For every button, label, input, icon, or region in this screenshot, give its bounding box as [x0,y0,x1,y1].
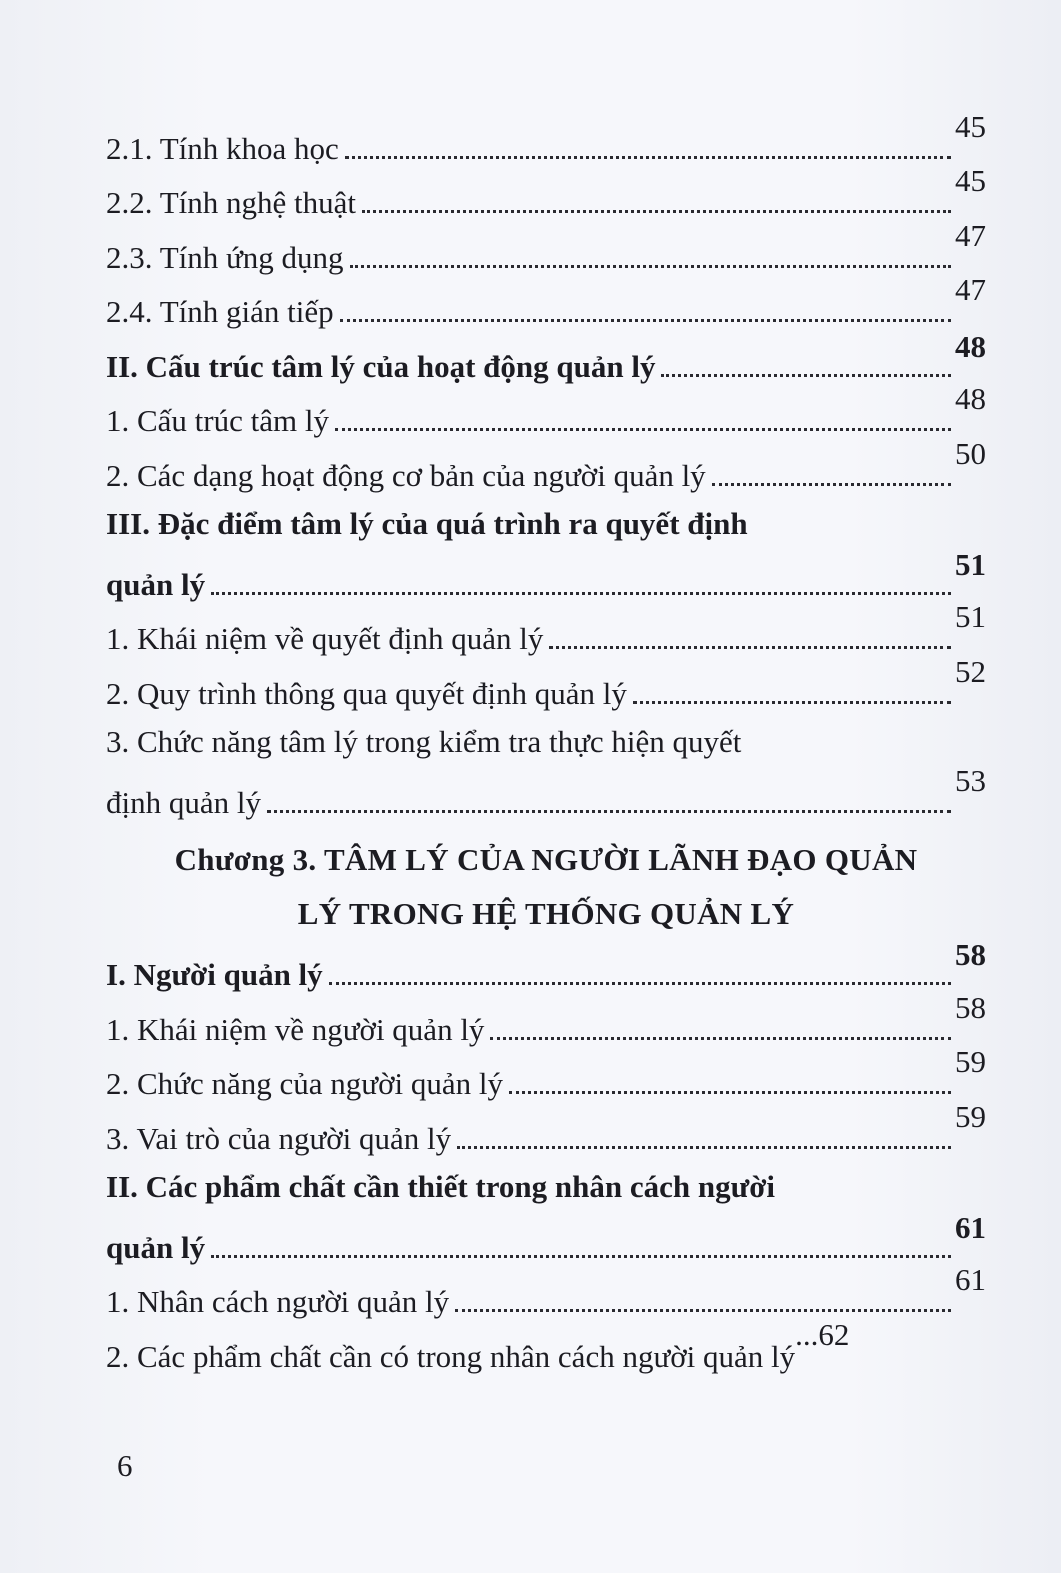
dot-leader [509,1091,951,1094]
toc-section-first-line: II. Các phẩm chất cần thiết trong nhân cách người [106,1169,776,1204]
toc-entry-label: định quản lý [106,784,261,820]
toc-page-number-value: 62 [818,1316,850,1352]
dot-leader [329,982,951,985]
toc-page-number: 61 [955,1209,986,1245]
toc-entry [106,762,986,827]
toc-entry-label: 2.2. Tính nghệ thuật [106,185,356,220]
toc-page-number: 47 [955,217,986,253]
toc-page-number: 48 [955,328,986,364]
toc-entry-label: 2.4. Tính gián tiếp [106,294,334,329]
dot-leader [712,483,951,486]
toc-entry-label: 1. Nhân cách người quản lý [106,1284,450,1319]
toc-section-label: I. Người quản lý [106,957,323,992]
dot-leader [633,701,951,704]
toc-page-number: 51 [955,599,986,634]
toc-entry-label: 2.1. Tính khoa học [106,130,339,166]
dot-leader [457,1146,951,1149]
toc-section [106,937,986,1000]
dot-leader [340,319,951,322]
toc-entry [106,163,986,228]
chapter-heading-line-2: LÝ TRONG HỆ THỐNG QUẢN LÝ [297,895,795,931]
dot-leader [661,374,951,377]
dot-leader [267,810,951,813]
dot-leader [211,1255,951,1258]
dot-leader [455,1309,951,1312]
dot-leader [350,265,951,268]
toc-page-number: 52 [955,653,986,689]
toc-entry [106,1098,986,1163]
toc-page-number: 47 [955,272,986,307]
toc-entry [106,108,986,173]
toc-entry [106,989,986,1054]
dot-leader [490,1037,951,1040]
toc-entry [106,1262,986,1327]
toc-section-label: II. Cấu trúc tâm lý của hoạt động quản lý [106,348,656,384]
toc-page-number: 59 [955,1098,986,1134]
toc-entry [106,653,986,718]
toc-entry [106,1316,986,1381]
toc-section-first-line: III. Đặc điểm tâm lý của quá trình ra quyết định [106,506,748,541]
toc-entry [106,1044,986,1109]
toc-entry [106,381,986,446]
toc-section [106,546,986,609]
toc-page-number: 50 [955,435,986,471]
toc-entry-label: 1. Khái niệm về người quản lý [106,1011,485,1047]
toc-entry [106,217,986,282]
toc-section-label: quản lý [106,1229,206,1265]
dot-leader [211,592,951,595]
toc-page-number: 53 [955,762,986,798]
toc-entry-first-line: 3. Chức năng tâm lý trong kiểm tra thực hiện quyết [106,724,742,759]
toc-page-number: 48 [955,381,986,416]
toc-entry-label: 2. Quy trình thông qua quyết định quản lý [106,675,627,711]
toc-entry-label: 1. Khái niệm về quyết định quản lý [106,621,544,656]
toc-page-number: 45 [955,163,986,198]
toc-page-number [795,1317,849,1353]
dot-leader [362,210,951,213]
toc-page-number: 58 [955,989,986,1025]
toc-page-number: 59 [955,1044,986,1079]
toc-section-label: quản lý [106,566,206,602]
chapter-heading-line-1: Chương 3. TÂM LÝ CỦA NGƯỜI LÃNH ĐẠO QUẢN [174,841,918,877]
toc-entry [106,272,986,337]
toc-page-number: 51 [955,546,986,582]
table-of-contents [106,108,986,1381]
page-number: 6 [117,1448,133,1483]
toc-entry [106,599,986,664]
dot-leader [549,646,951,649]
toc-entry [106,435,986,500]
toc-entry-label: 3. Vai trò của người quản lý [106,1120,452,1156]
toc-page-number: 61 [955,1262,986,1297]
toc-entry-label: 2.3. Tính ứng dụng [106,239,344,275]
toc-page-number: 58 [955,937,986,972]
dot-leader [345,156,951,159]
chapter-heading [106,833,986,941]
toc-page-number: 45 [955,108,986,144]
toc-entry-label: 2. Các phẩm chất cần có trong nhân cách người quản lý [106,1338,796,1374]
dot-leader [335,428,951,431]
toc-entry-label: 2. Các dạng hoạt động cơ bản của người quản lý [106,457,706,493]
toc-entry-label: 1. Cấu trúc tâm lý [106,403,329,438]
toc-section [106,1209,986,1272]
toc-section [106,328,986,391]
dot-leader-short: ... [795,1316,819,1352]
toc-entry-label: 2. Chức năng của người quản lý [106,1066,503,1101]
